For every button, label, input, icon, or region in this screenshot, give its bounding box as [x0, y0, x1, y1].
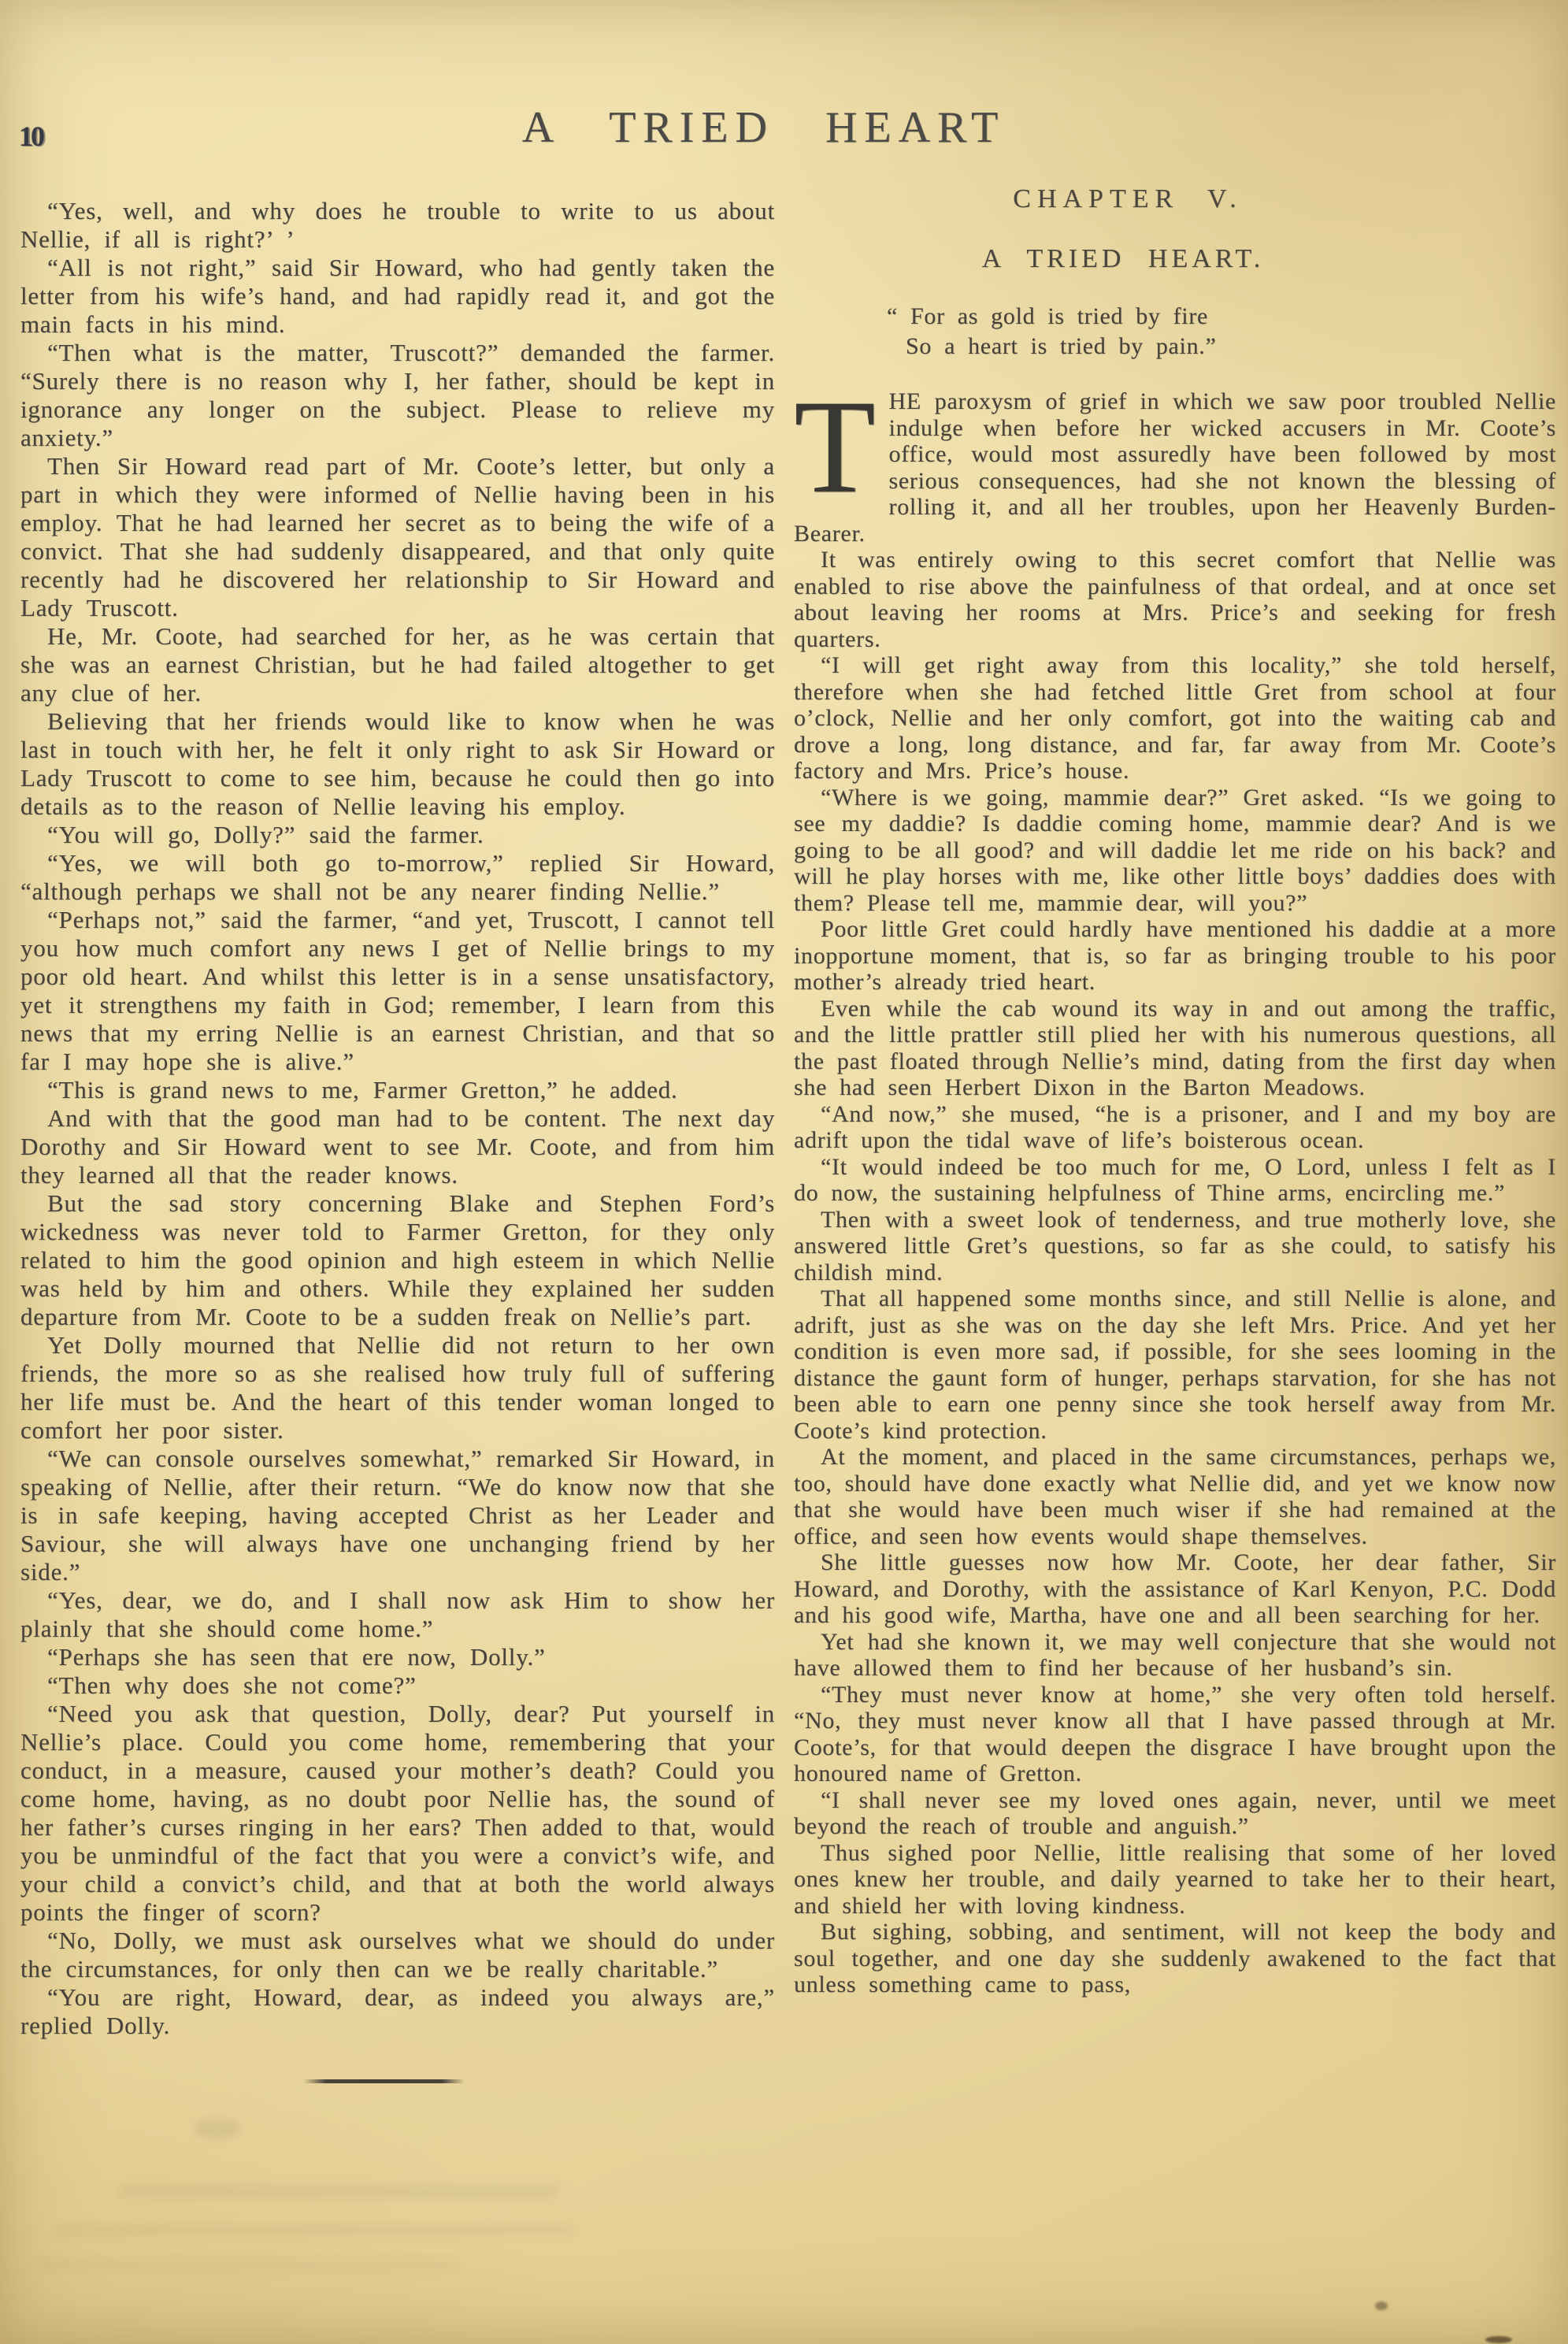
paragraph: Yet Dolly mourned that Nellie did not return to her own friends, the more so as she realised how truly full of suffering her life must be. And the heart of this tender woman longed to comfort her poor sister. — [20, 1331, 775, 1444]
page-number: 10 — [19, 121, 43, 152]
paragraph: “Where is we going, mammie dear?” Gret asked. “Is we going to see my daddie? Is daddie coming home, mammie dear? And is we going to be all good? and will daddie let me ride on his back? and will he play horses with me, like other little boys’ daddies does with them? Please tell me, mammie dear, will you?” — [794, 784, 1556, 916]
epigraph-line: “ For as gold is tried by fire — [887, 303, 1209, 329]
paragraph: Then with a sweet look of tenderness, and true motherly love, she answered little Gret’s questions, so far as she could, to satisfy his childish mind. — [794, 1206, 1556, 1285]
opening-paragraph: THE paroxysm of grief in which we saw poor troubled Nellie indulge when before her wicked accusers in Mr. Coote’s office, would most assuredly have been followed by most serious consequences, had she not known the blessing of rolling it, and all her troubles, upon her Heavenly Burden-Bearer. — [794, 373, 1556, 547]
left-column — [20, 197, 775, 2083]
paragraph: “You are right, Howard, dear, as indeed you always are,” replied Dolly. — [20, 1983, 775, 2039]
ink-showthrough-mark — [35, 2261, 461, 2271]
paragraph: But sighing, sobbing, and sentiment, will not keep the body and soul together, and one day she suddenly awakened to the fact that unless something came to pass, — [794, 1919, 1556, 1997]
paragraph: “Then why does she not come?” — [47, 1671, 417, 1699]
right-column — [794, 186, 1556, 1998]
paragraph: “This is grand news to me, Farmer Gretton,” he added. — [47, 1076, 678, 1103]
paragraph: “Then what is the matter, Truscott?” demanded the farmer. “Surely there is no reason why I, her father, should be kept in ignorance any longer on the subject. Please to relieve my anxiety.” — [20, 339, 775, 451]
paragraph: Then Sir Howard read part of Mr. Coote’s letter, but only a part in which they were informed of Nellie having been in his employ. That he had learned her secret as to being the wife of a convict. That she had suddenly disappeared, and that only quite recently had he discovered her relationship to Sir Howard and Lady Truscott. — [20, 452, 775, 621]
section-divider-rule — [303, 2079, 465, 2083]
chapter-heading: CHAPTER V. — [1013, 184, 1243, 213]
paragraph: “We can console ourselves somewhat,” remarked Sir Howard, in speaking of Nellie, after their return. “We do know now that she is in safe keeping, having accepted Christ as her Leader and Saviour, she will always have one unchanging friend by her side.” — [20, 1445, 775, 1586]
ink-showthrough-mark — [55, 2224, 575, 2236]
paragraph: It was entirely owing to this secret comfort that Nellie was enabled to rise above the painfulness of that ordeal, and at once set about leaving her rooms at Mrs. Price’s and seeking for fresh quarters. — [794, 547, 1556, 652]
paragraph: “I will get right away from this locality,” she told herself, therefore when she had fetched little Gret from school at four o’clock, Nellie and her only comfort, got into the waiting cab and drove a long, long distance, and far, far away from Mr. Coote’s factory and Mrs. Price’s house. — [794, 652, 1556, 784]
paragraph: “Yes, dear, we do, and I shall now ask Him to show her plainly that she should come home.” — [20, 1586, 775, 1642]
paragraph: “You will go, Dolly?” said the farmer. — [47, 821, 484, 848]
paragraph: “Perhaps not,” said the farmer, “and yet, Truscott, I cannot tell you how much comfort any news I get of Nellie brings to my poor old heart. And whilst this letter is in a sense unsatisfactory, yet it strengthens my faith in God; remember, I learn from this news that my erring Nellie is an earnest Christian, and that so far I may hope she is alive.” — [20, 906, 775, 1075]
paragraph: Thus sighed poor Nellie, little realising that some of her loved ones knew her trouble, and daily yearned to take her to their heart, and shield her with loving kindness. — [794, 1839, 1556, 1919]
paragraph: “And now,” she mused, “he is a prisoner, and I and my boy are adrift upon the tidal wave of life’s boisterous ocean. — [794, 1100, 1556, 1153]
ink-smudge — [1375, 2301, 1388, 2310]
paragraph: Poor little Gret could hardly have mentioned his daddie at a more inopportune moment, that is, so far as bringing trouble to his poor mother’s already tried heart. — [794, 916, 1556, 995]
paragraph: And with that the good man had to be content. The next day Dorothy and Sir Howard went to see Mr. Coote, and from him they learned all that the reader knows. — [20, 1104, 775, 1189]
left-column-text — [20, 197, 775, 2040]
ink-smudge — [194, 2119, 241, 2139]
epigraph-line: So a heart is tried by pain.” — [906, 333, 1217, 359]
paragraph: “Need you ask that question, Dolly, dear? Put yourself in Nellie’s place. Could you come home, remembering that your conduct, in a measure, caused your mother’s death? Could you come home, having, as no doubt poor Nellie has, the sound of her father’s curses ringing in her ears? Then added to that, would you be unmindful of the fact that you were a convict’s wife, and your child a convict’s child, and that at both the world always points the finger of scorn? — [20, 1700, 775, 1926]
paragraph: “It would indeed be too much for me, O Lord, unless I felt as I do now, the sustaining helpfulness of Thine arms, encircling me.” — [794, 1153, 1556, 1206]
paragraph: “They must never know at home,” she very often told herself. “No, they must never know all that I have passed through at Mr. Coote’s, for that would deepen the disgrace I have brought upon the honoured name of Gretton. — [794, 1681, 1556, 1786]
right-column-text — [794, 373, 1556, 1998]
drop-cap: T — [794, 373, 877, 521]
paragraph: “Yes, we will both go to-morrow,” replied Sir Howard, “although perhaps we shall not be any nearer finding Nellie.” — [20, 849, 775, 905]
paragraph: “Yes, well, and why does he trouble to write to us about Nellie, if all is right?’ ’ — [20, 197, 775, 253]
paragraph: “No, Dolly, we must ask ourselves what we should do under the circumstances, for only then can we be really charitable.” — [20, 1927, 775, 1982]
paragraph: At the moment, and placed in the same circumstances, perhaps we, too, should have done exactly what Nellie did, and yet we know now that she would have been much wiser if she had remained at the office, and seen how events would shape themselves. — [794, 1444, 1556, 1549]
paragraph: “I shall never see my loved ones again, never, until we meet beyond the reach of trouble and anguish.” — [794, 1786, 1556, 1839]
paragraph: Believing that her friends would like to know when he was last in touch with her, he felt it only right to ask Sir Howard or Lady Truscott to come to see him, because he could then go into details as to the reason of Nellie leaving his employ. — [20, 707, 775, 820]
paragraph: She little guesses now how Mr. Coote, her dear father, Sir Howard, and Dorothy, with the assistance of Karl Kenyon, P.C. Dodd and his good wife, Martha, have one and all been searching for her. — [794, 1549, 1556, 1628]
ink-showthrough-mark — [118, 2186, 559, 2198]
paragraph: Yet had she known it, we may well conjecture that she would not have allowed them to find her because of her husband’s sin. — [794, 1628, 1556, 1681]
paragraph: But the sad story concerning Blake and Stephen Ford’s wickedness was never told to Farmer Gretton, for they only related to him the good opinion and high esteem in which Nellie was held by him and others. While they explained her sudden departure from Mr. Coote to be a sudden freak on Nellie’s part. — [20, 1189, 775, 1330]
page-title: A TRIED HEART — [521, 103, 1006, 152]
paragraph: “Perhaps she has seen that ere now, Dolly.” — [47, 1643, 546, 1671]
paragraph: “All is not right,” said Sir Howard, who had gently taken the letter from his wife’s hand, and had rapidly read it, and got the main facts in his mind. — [20, 254, 775, 338]
paragraph: That all happened some months since, and still Nellie is alone, and adrift, just as she was on the day she left Mrs. Price. And yet her condition is even more sad, if possible, for she sees looming in the distance the gaunt form of hunger, perhaps starvation, for she has not been able to earn one penny since she took herself away from Mr. Coote’s kind protection. — [794, 1285, 1556, 1444]
paragraph: He, Mr. Coote, had searched for her, as he was certain that she was an earnest Christian, but he had failed altogether to get any clue of her. — [20, 622, 775, 707]
ink-smudge — [1485, 2336, 1512, 2343]
paragraph: Even while the cab wound its way in and out among the traffic, and the little prattler still plied her with his numerous questions, all the past floated through Nellie’s mind, dating from the first day when she had seen Herbert Dixon in the Barton Meadows. — [794, 995, 1556, 1100]
chapter-title: A TRIED HEART. — [981, 243, 1265, 273]
epigraph — [887, 302, 1217, 362]
